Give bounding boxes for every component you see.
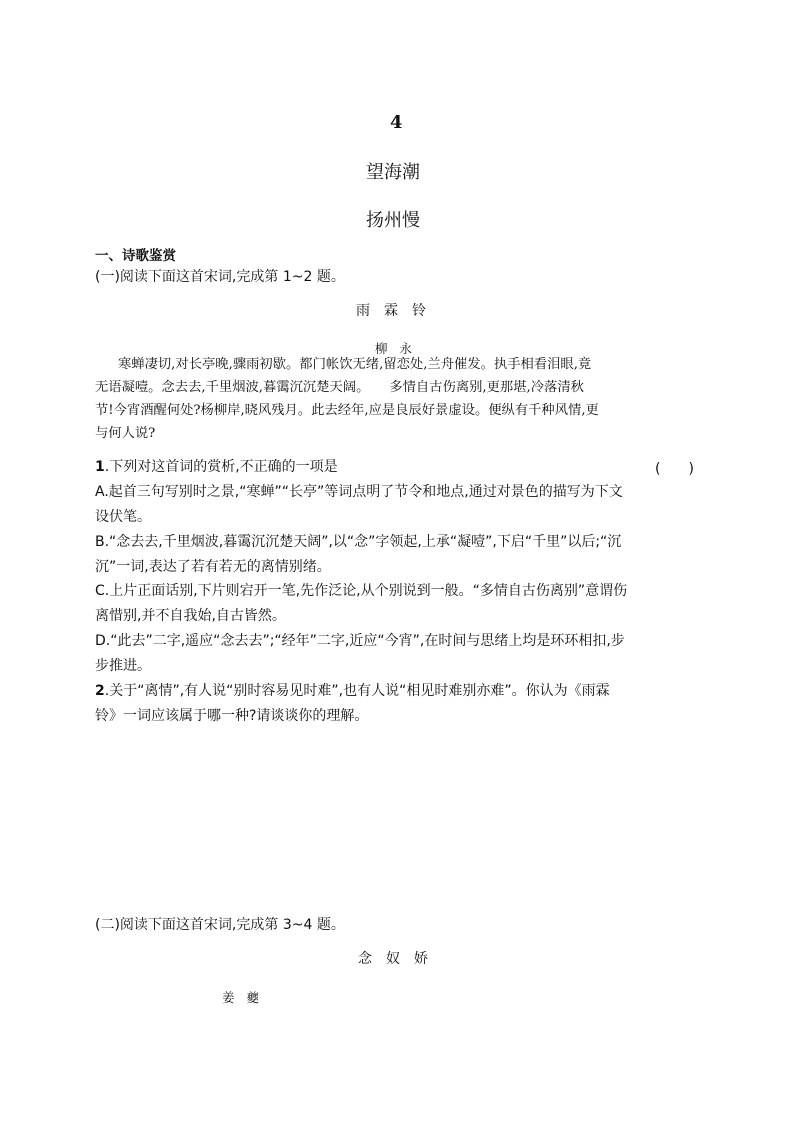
question-1 xyxy=(95,456,338,476)
poem1-author: 柳永 xyxy=(375,341,425,356)
part2-intro: (二)阅读下面这首宋词,完成第 3~4 题。 xyxy=(95,917,345,933)
option-a-line-2: 设伏笔。 xyxy=(95,509,151,525)
poem1-line-1: 寒蝉凄切,对长亭晚,骤雨初歇。都门帐饮无绪,留恋处,兰舟催发。执手相看泪眼,竟 xyxy=(118,357,592,372)
question-1-stem: .下列对这首词的赏析,不正确的一项是 xyxy=(104,459,338,475)
option-c-line-1: C.上片正面话别,下片则宕开一笔,先作泛论,从个别说到一般。“多情自古伤离别”意谓伤 xyxy=(95,583,628,599)
question-2-line-2: 铃》一词应该属于哪一种?请谈谈你的理解。 xyxy=(95,708,369,724)
lesson-title-1: 望海潮 xyxy=(366,162,420,183)
question-1-answer-paren: ( ) xyxy=(655,461,694,477)
poem1-line-3: 节!今宵酒醒何处?杨柳岸,晓风残月。此去经年,应是良辰好景虚设。便纵有千种风情,更 xyxy=(95,403,599,418)
poem2-author: 姜夔 xyxy=(222,990,272,1005)
option-a-line-1: A.起首三句写别时之景,“寒蝉”“长亭”等词点明了节令和地点,通过对景色的描写为下文 xyxy=(95,484,623,500)
poem1-line-4: 与何人说? xyxy=(95,426,156,441)
question-1-number: 1 xyxy=(95,459,105,475)
question-2-text-1: .关于“离情”,有人说“别时容易见时难”,也有人说“相见时难别亦难”。你认为《雨霖 xyxy=(104,683,610,699)
section-heading: 一、诗歌鉴赏 xyxy=(95,248,176,264)
part1-intro: (一)阅读下面这首宋词,完成第 1~2 题。 xyxy=(95,269,345,285)
option-c-line-2: 离惜别,并不自我始,自古皆然。 xyxy=(95,608,286,624)
poem1-line-2: 无语凝噎。念去去,千里烟波,暮霭沉沉楚天阔。 多情自古伤离别,更那堪,冷落清秋 xyxy=(95,380,584,395)
option-b-line-2: 沉”一词,表达了若有若无的离情别绪。 xyxy=(95,559,331,575)
question-2-number: 2 xyxy=(95,683,105,699)
poem2-title: 念奴娇 xyxy=(358,951,442,967)
option-d-line-1: D.“此去”二字,遥应“念去去”;“经年”二字,近应“今宵”,在时间与思绪上均是环环相扣,步 xyxy=(95,633,625,649)
lesson-title-2: 扬州慢 xyxy=(366,210,420,231)
question-2-line-1 xyxy=(95,680,610,700)
lesson-number: 4 xyxy=(390,112,403,133)
poem1-title: 雨霖铃 xyxy=(356,303,440,319)
option-b-line-1: B.“念去去,千里烟波,暮霭沉沉楚天阔”,以“念”字领起,上承“凝噎”,下启“千里”以后;“沉 xyxy=(95,534,622,550)
option-d-line-2: 步推进。 xyxy=(95,658,151,674)
